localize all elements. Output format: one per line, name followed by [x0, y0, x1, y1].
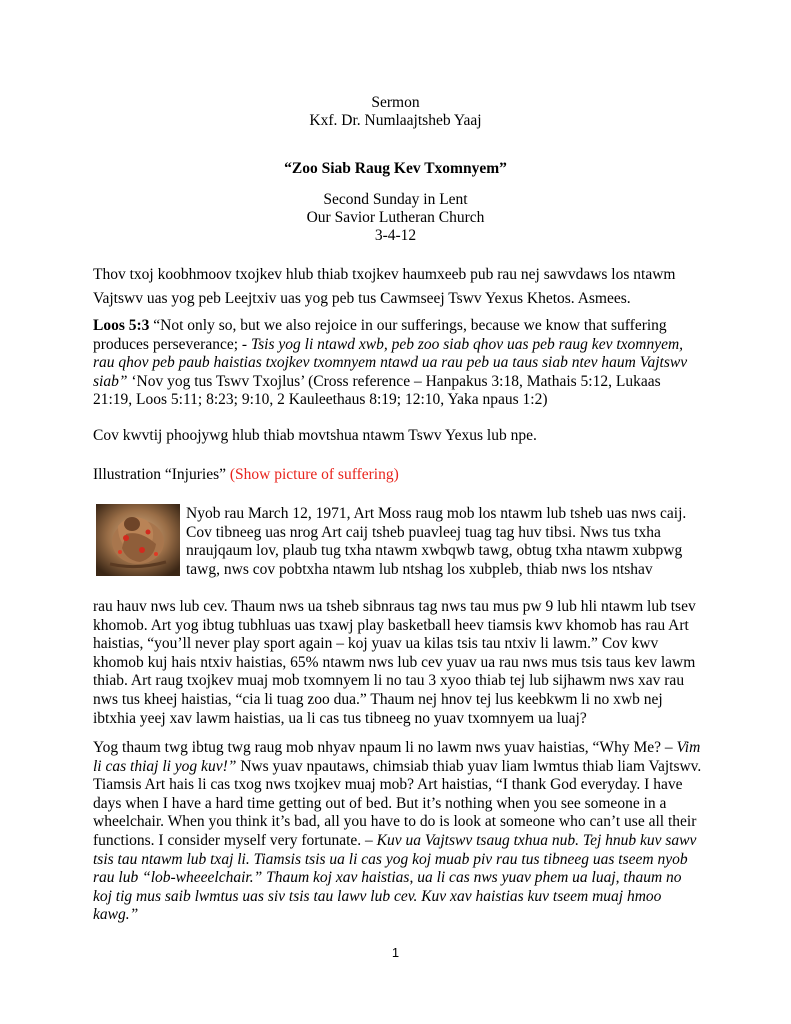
sermon-title: “Zoo Siab Raug Kev Txomnyem”	[284, 160, 507, 177]
story-wrapped-text: Nyob rau March 12, 1971, Art Moss raug mob los ntawm lub tsheb uas nws caij. Cov tibneeg uas nrog Art caij tsheb puavleej tuag tag huv tibsi. Nws tus txha nraujqaum lov, plaub tug txha ntawm xwbqwb tawg, obtug txha ntawm xubpwg tawg, nws cov pobtxha ntawm lub ntshag los xubpleb, thiab nws los ntshav	[186, 505, 687, 578]
opening-blessing	[93, 263, 703, 311]
opening-line-1: Thov txoj koobhmoov txojkev hlub thiab txojkev haumxeeb pub rau nej sawvdaws los ntawm	[93, 266, 676, 283]
illustration-label: Illustration “Injuries”	[93, 466, 230, 483]
injured-athlete-image	[96, 504, 180, 576]
illustration-heading	[93, 466, 703, 485]
illustration-note: (Show picture of suffering)	[229, 466, 399, 483]
closing-body: Nws yuav npautaws, chimsiab thiab yuav liam lwmtus thiab liam Vajtswv. Tiamsis Art hais li cas txog nws txojkev muaj mob? Art haistias, “I thank God everyday. I have days when I have a hard time getting out of bed. But it’s nothing when you see someone in a wheelchair. When you think it’s bad, all you have to do is look at someone who can’t use all their functions. I consider myself very fortunate. –	[93, 757, 702, 849]
church-name: Our Savior Lutheran Church	[306, 209, 485, 226]
closing-lead: Yog thaum twg ibtug twg raug mob nhyav npaum li no lawm nws yuav haistias, “Why Me? –	[93, 739, 677, 756]
closing-why-me-hmong: Vim li cas thiaj li yog kuv!”	[93, 739, 701, 775]
scripture-english: “Not only so, but we also rejoice in our sufferings, because we know that suffering produces perseverance; -	[93, 317, 667, 353]
story-continued-text: rau hauv nws lub cev. Thaum nws ua tsheb sibnraus tag nws tau mus pw 9 lub hli ntawm lub tsev khomob. Art yog ibtug tubhluas uas txawj play basketball heev tiamsis kwv khomob has rau Art haistias, “you’ll never play sport again – koj yuav ua kilas tsis tau ntxiv li lawm.” Cov kwv khomob kuj hais ntxiv haistias, 65% ntawm nws lub cev yuav ua rau nws mus tsis taus kev lawm thiab. Art raug txojkev muaj mob txomnyem li no tau 3 xyoo thiab tej lub sijhawm nws xav rau nws tus kheej haistias, “cia li tuag zoo dua.” Thaum nej hnov tej lus keebkwm li no xwb nej ibtxhia yeej xav lawm haistias, ua li cas tus tibneeg no yuav txomnyem ua luaj?	[93, 598, 696, 727]
sermon-label: Sermon	[371, 94, 420, 111]
focus-line: Cov kwvtij phoojywg hlub thiab movtshua ntawm Tswv Yexus lub npe.	[93, 427, 537, 444]
scripture-paragraph	[93, 317, 703, 410]
opening-line-2: Vajtswv uas yog peb Leejtxiv uas yog peb tus Cawmseej Tswv Yexus Khetos. Asmees.	[93, 290, 631, 307]
sermon-occasion: Second Sunday in Lent	[323, 191, 468, 208]
sermon-date: 3-4-12	[374, 227, 417, 244]
closing-paragraph	[93, 739, 703, 925]
closing-hmong-translation: Kuv ua Vajtswv tsaug txhua nub. Tej hnub kuv sawv tsis tau ntawm lub txaj li. Tiamsis tsis ua li cas yog koj muab piv rau tus tibneeg uas tseem nyob rau lub “lob-wheeelchair.” Thaum koj xav haistias, ua li cas nws yuav phem ua luaj, thaum no koj tig mus saib lwmtus uas siv tsis tau lawv lub cev. Kuv xav haistias kuv tseem muaj hmoo kawg.”	[93, 831, 697, 924]
page-number: 1	[391, 945, 400, 960]
sermon-author: Kxf. Dr. Numlaajtsheb Yaaj	[309, 112, 482, 129]
scripture-cross-reference: ‘Nov yog tus Tswv Txojlus’ (Cross reference – Hanpakus 3:18, Mathais 5:12, Lukaas 21:19, Loos 5:11; 8:23; 9:10, 2 Kauleethaus 8:19; 12:10, Yaka npaus 1:2)	[93, 372, 661, 409]
scripture-reference: Loos 5:3	[93, 317, 150, 334]
scripture-hmong: Tsis yog li ntawd xwb, peb zoo siab qhov uas peb raug kev txomnyem, rau qhov peb paub haistias txojkev txomnyem ntawd ua rau peb ua taus siab ntev haum Vajtswv siab”	[93, 335, 688, 390]
